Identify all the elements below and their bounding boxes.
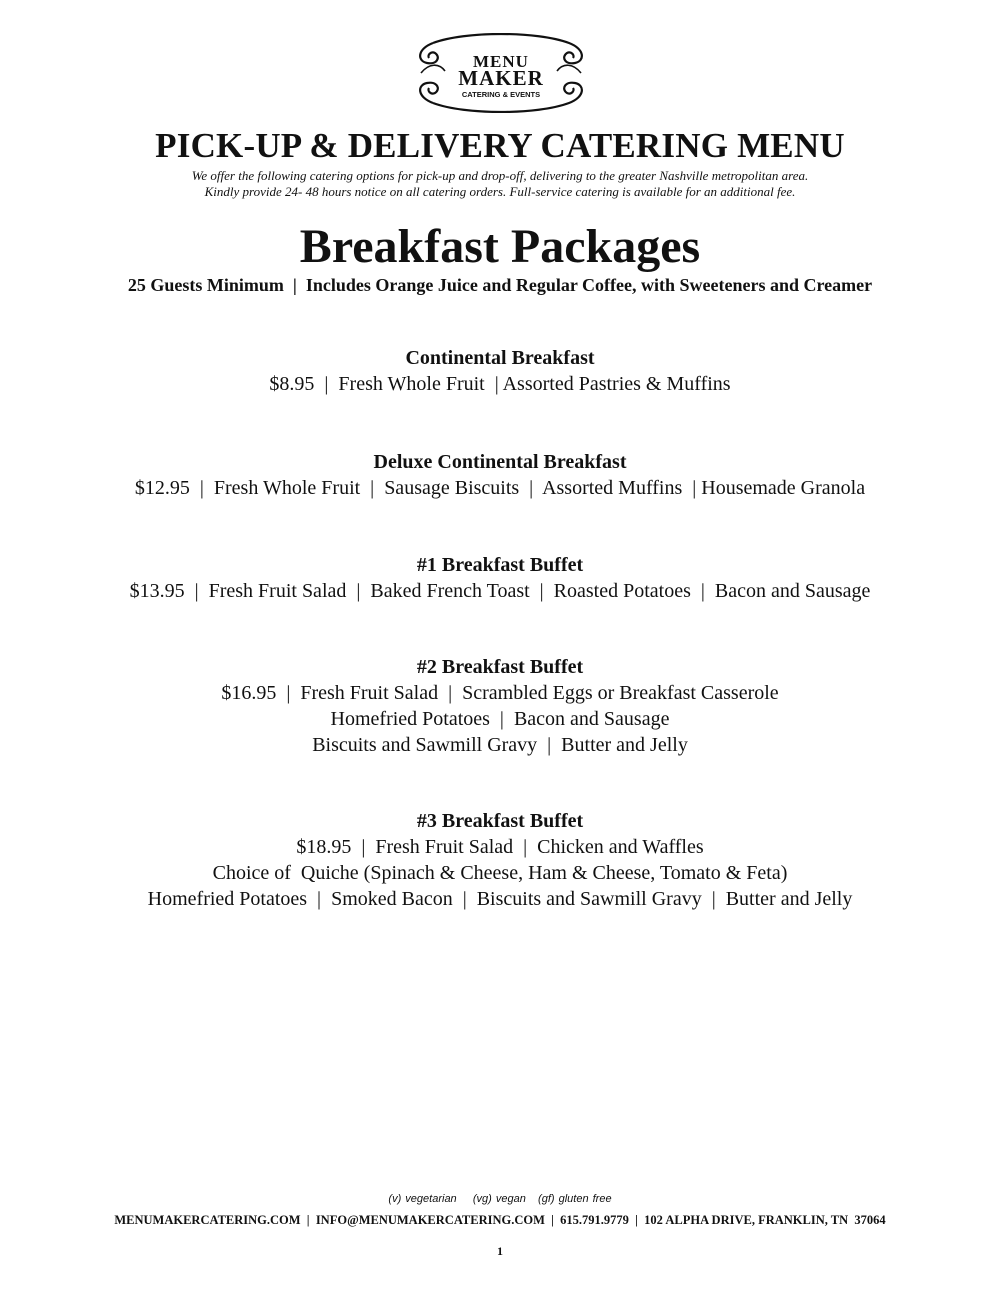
menu-maker-logo [415,33,587,113]
package-name: Continental Breakfast [405,347,595,369]
package-buffet-2 [0,654,1000,758]
package-line: $8.95 | Fresh Whole Fruit | Assorted Pastries & Muffins [269,373,731,395]
package-name: #1 Breakfast Buffet [416,554,584,576]
package-line: Biscuits and Sawmill Gravy | Butter and Jelly [312,734,688,756]
intro-line: Kindly provide 24- 48 hours notice on all catering orders. Full-service catering is available for an additional fee. [204,184,796,199]
page-number: 1 [497,1244,503,1258]
package-line: Homefried Potatoes | Smoked Bacon | Biscuits and Sawmill Gravy | Butter and Jelly [147,888,853,910]
package-line: $18.95 | Fresh Fruit Salad | Chicken and Waffles [296,836,704,858]
contact-footer: MENUMAKERCATERING.COM | INFO@MENUMAKERCATERING.COM | 615.791.9779 | 102 ALPHA DRIVE, FRANKLIN, TN 37064 [114,1213,886,1227]
package-name: #3 Breakfast Buffet [416,810,584,832]
intro-line: We offer the following catering options for pick-up and drop-off, delivering to the greater Nashville metropolitan area. [191,168,809,183]
logo-word-maker: MAKER [458,66,544,90]
section-subtitle: 25 Guests Minimum | Includes Orange Juice and Regular Coffee, with Sweeteners and Creamer [127,275,873,295]
logo-word-menu: MENU [473,52,529,71]
package-deluxe-continental [0,449,1000,501]
package-buffet-3 [0,808,1000,912]
logo-tagline: CATERING & EVENTS [461,90,541,99]
package-line: $13.95 | Fresh Fruit Salad | Baked French Toast | Roasted Potatoes | Bacon and Sausage [129,580,871,602]
package-name: #2 Breakfast Buffet [416,656,584,678]
intro-text [0,168,1000,200]
section-title: Breakfast Packages [299,220,701,273]
package-continental [0,345,1000,397]
package-line: $16.95 | Fresh Fruit Salad | Scrambled Eggs or Breakfast Casserole [221,682,779,704]
package-line: Homefried Potatoes | Bacon and Sausage [330,708,670,730]
package-buffet-1 [0,552,1000,604]
package-name: Deluxe Continental Breakfast [373,451,627,473]
package-line: $12.95 | Fresh Whole Fruit | Sausage Biscuits | Assorted Muffins | Housemade Granola [134,477,866,499]
package-line: Choice of Quiche (Spinach & Cheese, Ham & Cheese, Tomato & Feta) [212,862,788,884]
page-title: PICK-UP & DELIVERY CATERING MENU [155,126,845,165]
dietary-legend: (v) vegetarian (vg) vegan (gf) gluten free [388,1193,612,1205]
